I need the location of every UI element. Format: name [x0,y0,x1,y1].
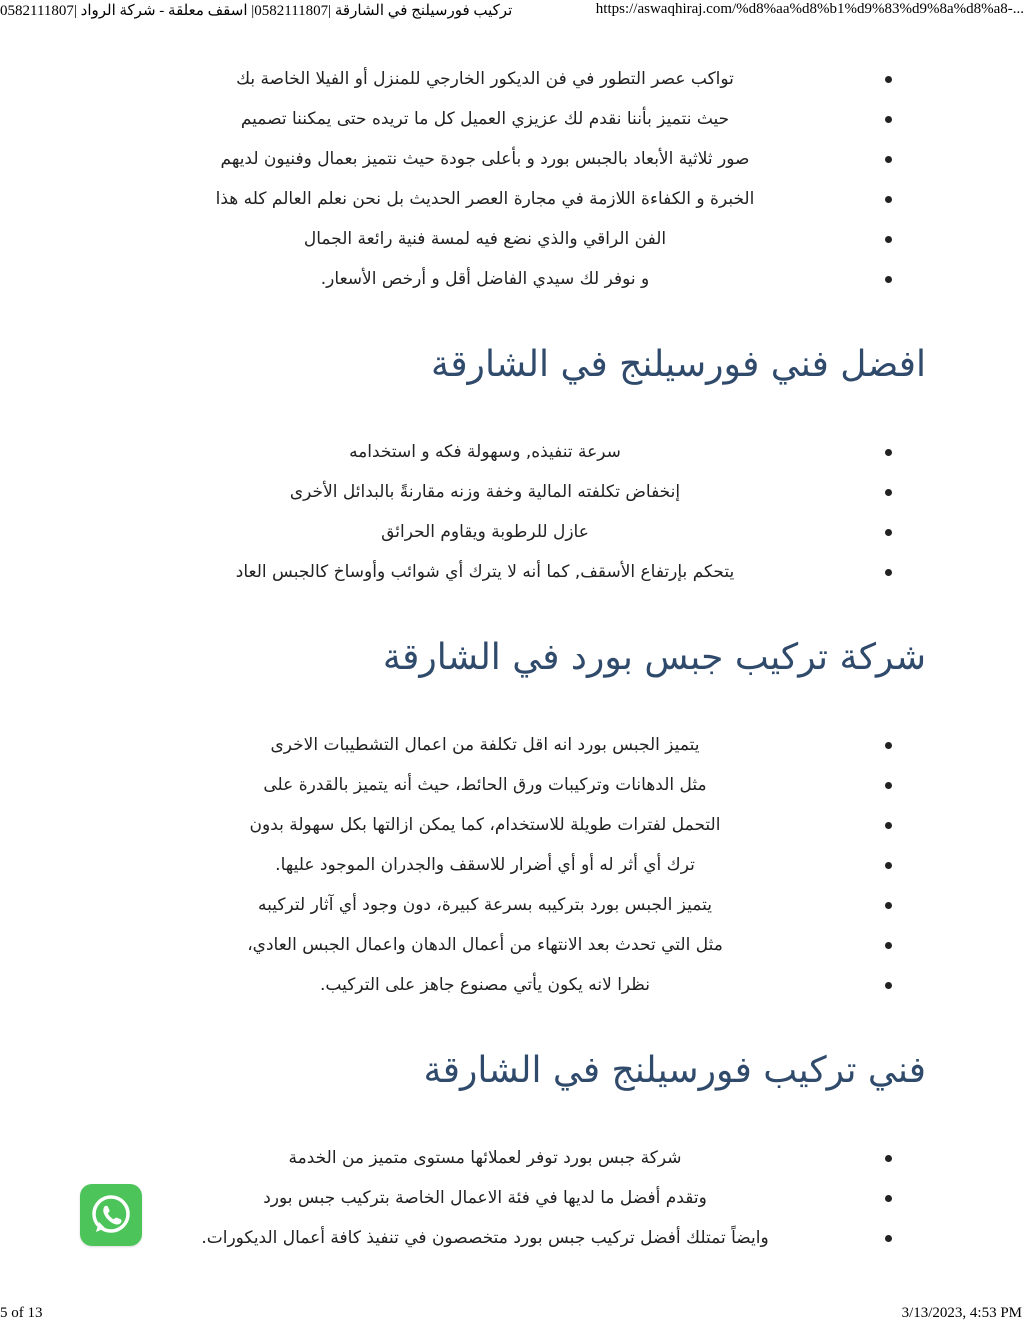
page-url[interactable]: https://aswaqhiraj.com/%d8%aa%d8%b1%d9%83%d9%8a%d8%a8-... [595,1,1024,17]
list-item: شركة جبس بورد توفر لعملائها مستوى متميز من الخدمة [0,1140,1024,1180]
section-heading: افضل فني فورسيلنج في الشارقة [431,344,926,385]
bullet-icon [885,822,892,829]
list-item: تواكب عصر التطور في فن الديكور الخارجي للمنزل أو الفيلا الخاصة بك [0,61,1024,101]
section-list [0,434,1024,594]
section-list [0,1140,1024,1260]
bullet-icon [885,1235,892,1242]
bullet-icon [885,276,892,283]
list-item: وتقدم أفضل ما لديها في فئة الاعمال الخاصة بتركيب جبس بورد [0,1180,1024,1220]
bullet-icon [885,902,892,909]
bullet-icon [885,489,892,496]
bullet-icon [885,742,892,749]
list-item: يتميز الجبس بورد بتركيبه بسرعة كبيرة، دون وجود أي آثار لتركيبه [0,887,1024,927]
bullet-icon [885,782,892,789]
bullet-icon [885,196,892,203]
section-list [0,727,1024,1007]
bullet-icon [885,862,892,869]
whatsapp-icon [87,1191,135,1239]
whatsapp-button[interactable] [80,1184,142,1246]
list-item: عازل للرطوبة ويقاوم الحرائق [0,514,1024,554]
list-item: صور ثلاثية الأبعاد بالجبس بورد و بأعلى جودة حيث نتميز بعمال وفنيون لديهم [0,141,1024,181]
print-header [0,0,1024,20]
list-item: مثل الدهانات وتركيبات ورق الحائط، حيث أنه يتميز بالقدرة على [0,767,1024,807]
list-item: يتميز الجبس بورد انه اقل تكلفة من اعمال التشطيبات الاخرى [0,727,1024,767]
bullet-icon [885,529,892,536]
bullet-icon [885,156,892,163]
list-item: يتحكم بإرتفاع الأسقف, كما أنه لا يترك أي شوائب وأوساخ كالجبس العاد [0,554,1024,594]
bullet-icon [885,1155,892,1162]
bullet-icon [885,942,892,949]
list-item: التحمل لفترات طويلة للاستخدام، كما يمكن ازالتها بكل سهولة بدون [0,807,1024,847]
intro-list [0,61,1024,301]
bullet-icon [885,982,892,989]
list-item: الخبرة و الكفاءة اللازمة في مجارة العصر الحديث بل نحن نعلم العالم كله هذا [0,181,1024,221]
page-indicator: 5 of 13 [0,1305,43,1321]
bullet-icon [885,236,892,243]
bullet-icon [885,569,892,576]
bullet-icon [885,76,892,83]
list-item: الفن الراقي والذي نضع فيه لمسة فنية رائعة الجمال [0,221,1024,261]
bullet-icon [885,116,892,123]
page-title: تركيب فورسيلنج في الشارقة |0582111807| اسقف معلقة - شركة الرواد |0582111807 [0,3,513,19]
list-item: إنخفاض تكلفته المالية وخفة وزنه مقارنةً بالبدائل الأخرى [0,474,1024,514]
list-item: نظرا لانه يكون يأتي مصنوع جاهز على التركيب. [0,967,1024,1007]
list-item: و نوفر لك سيدي الفاضل أقل و أرخص الأسعار. [0,261,1024,301]
list-item: سرعة تنفيذه, وسهولة فكه و استخدامه [0,434,1024,474]
bullet-icon [885,1195,892,1202]
list-item: وايضاً تمتلك أفضل تركيب جبس بورد متخصصون في تنفيذ كافة أعمال الديكورات. [0,1220,1024,1260]
section-heading: شركة تركيب جبس بورد في الشارقة [382,637,926,678]
list-item: حيث نتميز بأننا نقدم لك عزيزي العميل كل ما تريده حتى يمكننا تصميم [0,101,1024,141]
list-item: ترك أي أثر له أو أي أضرار للاسقف والجدران الموجود عليها. [0,847,1024,887]
section-heading: فني تركيب فورسيلنج في الشارقة [423,1050,926,1091]
bullet-icon [885,449,892,456]
list-item: مثل التي تحدث بعد الانتهاء من أعمال الدهان واعمال الجبس العادي، [0,927,1024,967]
print-datetime: 3/13/2023, 4:53 PM [901,1305,1022,1321]
print-footer [0,1305,1024,1325]
